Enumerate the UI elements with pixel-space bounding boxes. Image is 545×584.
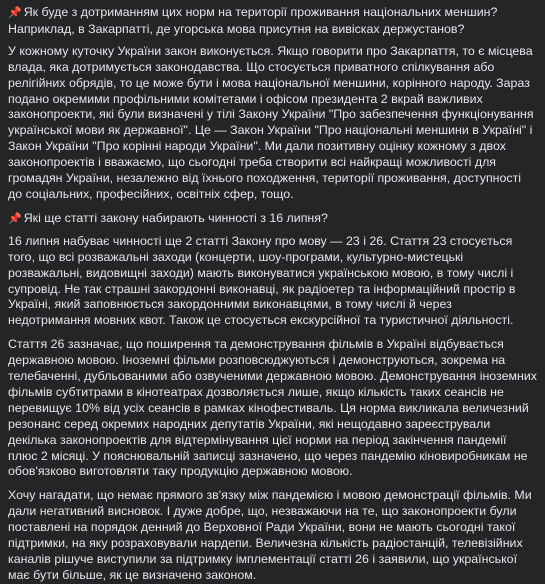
answer-1: У кожному куточку України закон виконується. Якщо говорити про Закарпаття, то є місцева влада, яка дотримується законодавства. Що стосується приватного спілкування або релігійних обрядів, то це може бути і мова національної меншини, корінного народу. Зараз подано окремими профільними комітетами і офісом президента 2 вкрай важливих законопроекти, які були визначені у тілі Закону України "Про забезпечення функціонування української мови як державної". Це — Закон України "Про національні меншини в Україні" і Закон України "Про корінні народи України". Ми дали позитивну оцінку кожному з двох законопроектів і вважаємо, що сьогодні треба створити всі найкращі можливості для громадян України, незалежно від їхнього походження, території проживання, доступності до соціальних, професійних, освітніх сфер, тощо.	[8, 43, 534, 201]
answer-4: Хочу нагадати, що немає прямого зв'язку між пандемією і мовою демонстрації фільмів. Ми дали негативний висновок. І дуже добре, що, незважаючи на те, що законопроекти були поставлені на порядок денний до Верховної Ради України, вони не мають сьогодні такої підтримки, на яку розраховували нардепи. Величезна кількість радіостанцій, телевізійних каналів рішуче виступили за підтримку імплементації статті 26 і заявили, що української має бути більше, як це визначено законом.	[8, 488, 532, 582]
pushpin-icon: 📌	[8, 7, 22, 19]
question-2	[8, 211, 537, 228]
question-1	[8, 5, 537, 38]
pushpin-icon: 📌	[8, 212, 22, 225]
question-1-text: Як буде з дотриманням цих норм на території проживання національних меншин? Наприклад, в Закарпатті, де угорська мова присутня на вивісках держустанов?	[8, 5, 498, 36]
question-2-text: Які ще статті закону набирають чинності з 16 липня?	[23, 210, 328, 225]
answer-2: 16 липня набуває чинності ще 2 статті Закону про мову — 23 і 26. Стаття 23 стосується того, що всі розважальні заходи (концерти, шоу-програми, культурно-мистецькі розважальні, видовищні заходи) мають виконуватися українською мовою, в тому числі і супровід. Не так страшні закордонні виконавці, як радіоетер та інформаційний простір в Україні, який заповнюється закордонними виконавцями, в тому числі й через недотримання мовних квот. Також це стосується екскурсійної та туристичної діяльності.	[8, 233, 516, 328]
answer-3: Стаття 26 зазначає, що поширення та демонстрування фільмів в Україні відбувається державною мовою. Іноземні фільми розповсюджуються і демонструються, зокрема на телебаченні, дубльованими або озвученими державною мовою. Демонстрування іноземних фільмів субтитрами в кінотеатрах дозволяється лише, якщо кількість таких сеансів не перевищує 10% від усіх сеансів в рамках кінофестиваль. Ця норма викликала величезний резонанс серед окремих народних депутатів України, які нещодавно зареєстрували декілька законопроектів для відтермінування цієї норми на період закінчення пандемії плюс 2 місяці. У пояснювальній записці зазначено, що через пандемію кіновиробникам не обов'язково виготовляти таку продукцію державною мовою.	[8, 337, 537, 479]
